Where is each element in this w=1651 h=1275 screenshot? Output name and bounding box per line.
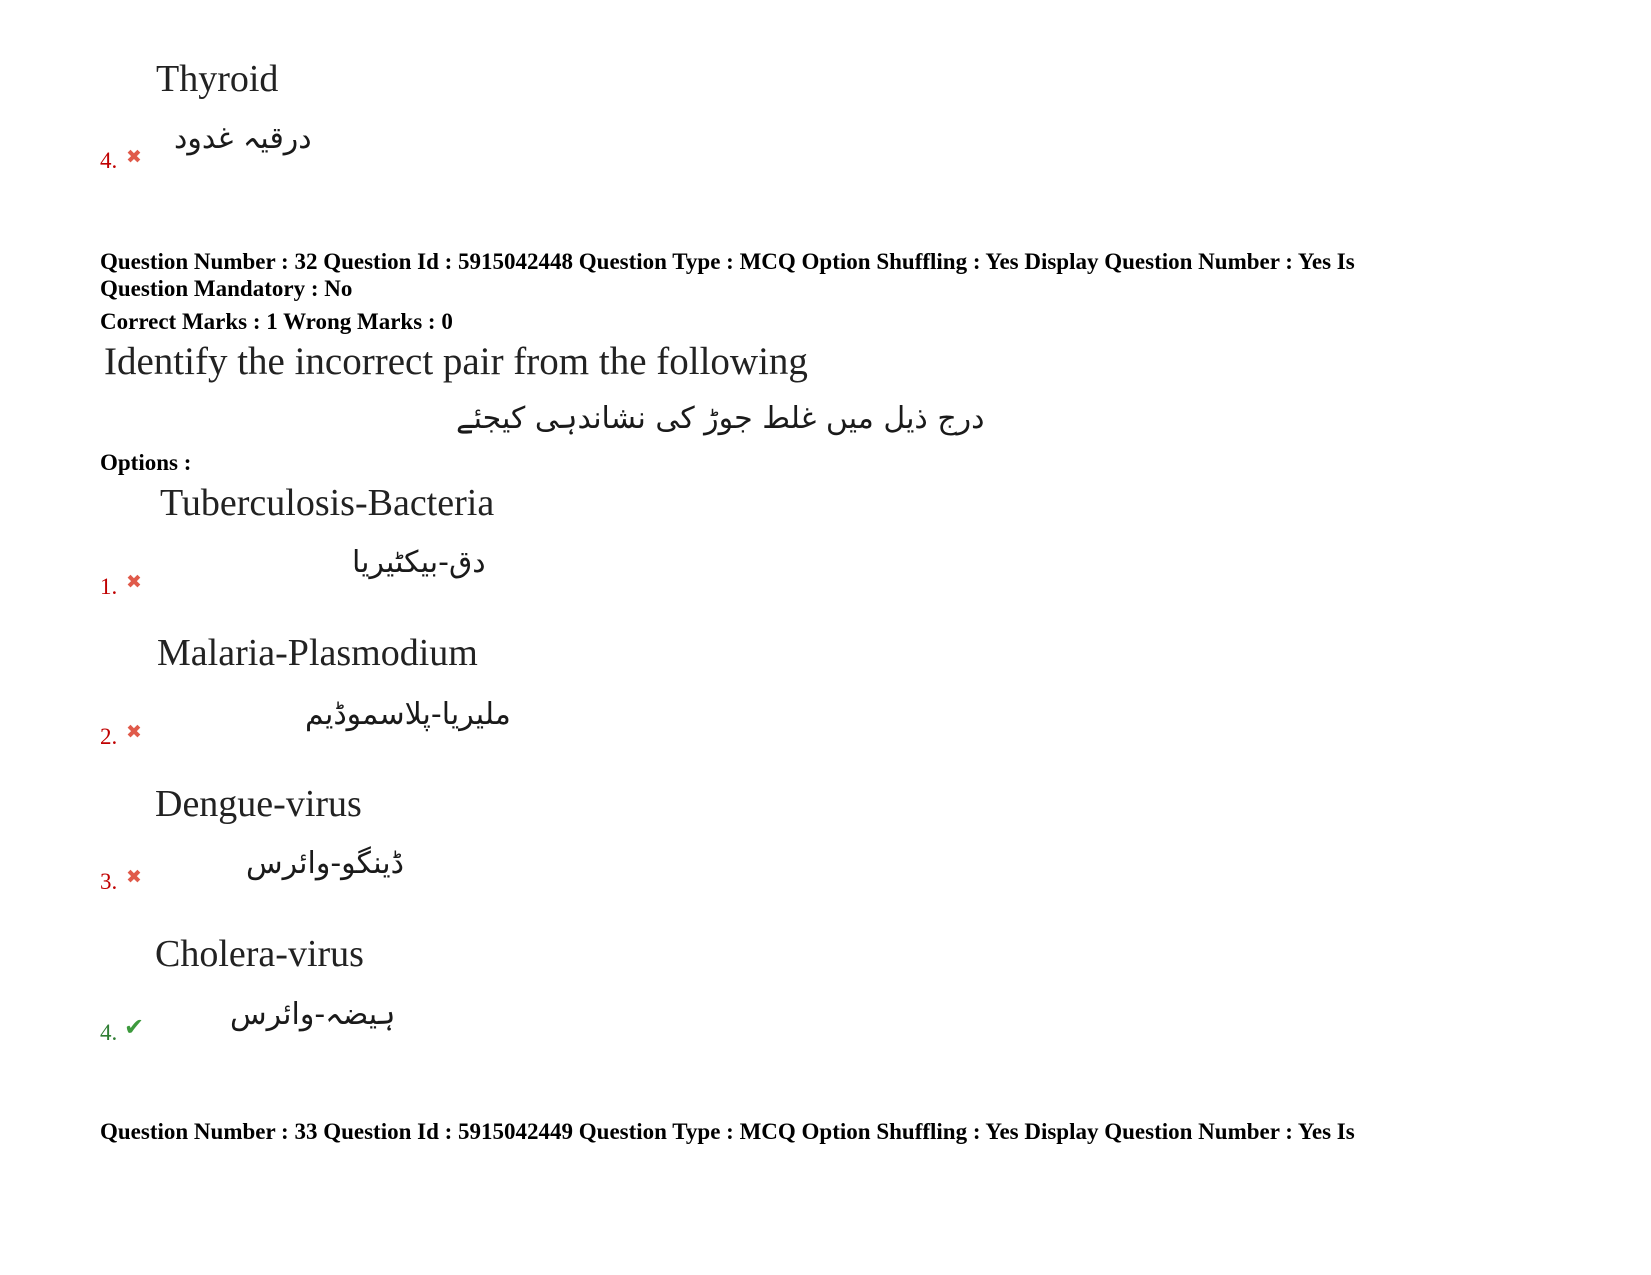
option-3-text-en: Dengue-virus [155,783,362,825]
question-32-meta-line-2: Question Mandatory : No [100,276,353,301]
option-1-number: 1. [100,574,118,599]
option-2-text-ur: ملیریا-پلاسموڈیم [305,697,511,732]
question-32-text-en: Identify the incorrect pair from the following [104,340,808,383]
cross-icon: ✖ [126,721,142,743]
options-label: Options : [100,450,192,475]
option-4-text-ur: ہیضہ-وائرس [230,997,396,1032]
cross-icon: ✖ [126,866,142,888]
cross-icon: ✖ [126,571,142,593]
option-1-text-en: Tuberculosis-Bacteria [160,482,495,524]
check-icon: ✔ [124,1013,145,1041]
prev-option-4-text-ur: درقیہ غدود [174,121,312,156]
option-1-text-ur: دق-بیکٹیریا [352,545,486,580]
cross-icon: ✖ [126,146,142,168]
question-32-marks: Correct Marks : 1 Wrong Marks : 0 [100,309,453,334]
prev-option-4-text-en: Thyroid [156,58,279,100]
question-32-meta-line-1: Question Number : 32 Question Id : 5915042448 Question Type : MCQ Option Shuffling : Yes Display Question Number : Yes Is [100,249,1355,274]
option-4-text-en: Cholera-virus [155,933,364,975]
question-32-text-ur: درج ذیل میں غلط جوڑ کی نشاندہی کیجئے [456,401,985,436]
option-3-number: 3. [100,869,118,894]
option-3-text-ur: ڈینگو-وائرس [246,846,404,881]
option-2-text-en: Malaria-Plasmodium [157,632,478,674]
question-33-meta-line-1: Question Number : 33 Question Id : 5915042449 Question Type : MCQ Option Shuffling : Yes Display Question Number : Yes Is [100,1119,1355,1144]
option-2-number: 2. [100,724,118,749]
prev-option-4-number: 4. [100,148,118,173]
option-4-number: 4. [100,1020,118,1045]
